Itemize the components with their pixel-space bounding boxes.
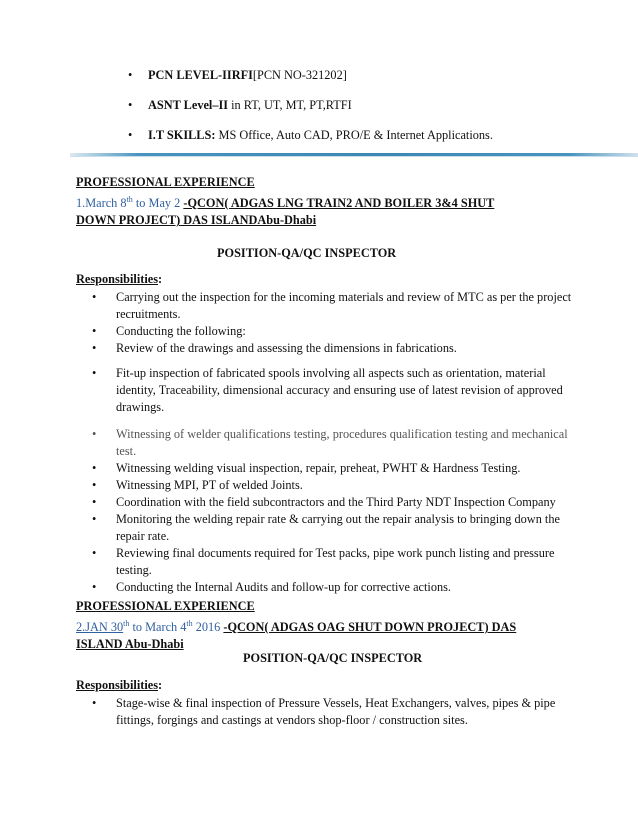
section2-date-a: 2.JAN 30 [76,620,124,635]
list-item: • Witnessing welding visual inspection, repair, preheat, PWHT & Hardness Testing. [92,460,572,477]
section-divider-shadow [70,156,638,157]
list-item: • Conducting the following: [92,323,572,340]
resp-label: Responsibilities [76,678,158,692]
list-item: • Fit-up inspection of fabricated spools involving all aspects such as orientation, material identity, Traceability, dimensional accuracy and ensuring use of latest revision of approved drawings. [92,365,572,416]
list-item: • Conducting the Internal Audits and follow-up for corrective actions. [92,579,572,596]
section1-responsibilities-label [76,272,162,287]
section1-project-line2: DOWN PROJECT) DAS ISLANDAbu-Dhabi [76,213,317,228]
skills-list [128,66,608,156]
skill-text: in RT, UT, MT, PT,RTFI [228,98,352,112]
section2-date-sup2: th [186,619,193,628]
skill-label: ASNT Level–II [148,98,229,112]
list-item: • Witnessing of welder qualifications testing, procedures qualification testing and mechanical test. [92,426,572,460]
section1-date-sup: th [126,195,133,204]
section2-position: POSITION-QA/QC INSPECTOR [243,651,423,665]
section1-project [76,191,546,229]
section1-num: 1. [76,196,86,211]
section1-date-b: to May 2 [132,196,184,211]
resp-label: Responsibilities [76,272,158,286]
list-item: • Witnessing MPI, PT of welded Joints. [92,477,572,494]
section2-date-c: 2016 [192,620,224,635]
resp-colon: : [158,272,163,286]
list-item: • Coordination with the field subcontractors and the Third Party NDT Inspection Company [92,494,572,511]
list-item: • Review of the drawings and assessing the dimensions in fabrications. [92,340,572,357]
list-item: • Carrying out the inspection for the incoming materials and review of MTC as per the project recruitments. [92,289,572,323]
section2-responsibilities-list [92,695,572,729]
resp-colon: : [158,678,163,692]
skill-text: [PCN NO-321202] [252,68,347,82]
skill-item-it [128,126,608,156]
section1-heading: PROFESSIONAL EXPERIENCE [76,175,255,189]
section2-project-line2: ISLAND Abu-Dhabi [76,637,184,652]
list-item: • Monitoring the welding repair rate & carrying out the repair analysis to bringing down the repair rate. [92,511,572,545]
section2-project-line1: -QCON( ADGAS OAG SHUT DOWN PROJECT) DAS [223,620,517,635]
section2-responsibilities-label [76,678,162,693]
section2-date-b: to March 4 [129,620,187,635]
section1-project-line1: -QCON( ADGAS LNG TRAIN2 AND BOILER 3&4 SHUT [183,196,495,211]
list-item: • Reviewing final documents required for Test packs, pipe work punch listing and pressure testing. [92,545,572,579]
skill-item-pcn [128,66,608,96]
section1-date-a: March 8 [85,196,127,211]
section2-date-sup: th [123,619,130,628]
skill-label: PCN LEVEL-IIRFI [148,68,253,82]
skill-text: MS Office, Auto CAD, PRO/E & Internet Applications. [215,128,493,142]
section1-position: POSITION-QA/QC INSPECTOR [217,246,397,260]
list-item: • Stage-wise & final inspection of Pressure Vessels, Heat Exchangers, valves, pipes & pipe fittings, forgings and castings at vendors shop-floor / construction sites. [92,695,572,729]
skill-label: I.T SKILLS: [148,128,216,142]
section2-project [76,615,546,653]
section1-responsibilities-list [92,289,572,596]
skill-item-asnt [128,96,608,126]
section2-heading: PROFESSIONAL EXPERIENCE [76,599,255,613]
